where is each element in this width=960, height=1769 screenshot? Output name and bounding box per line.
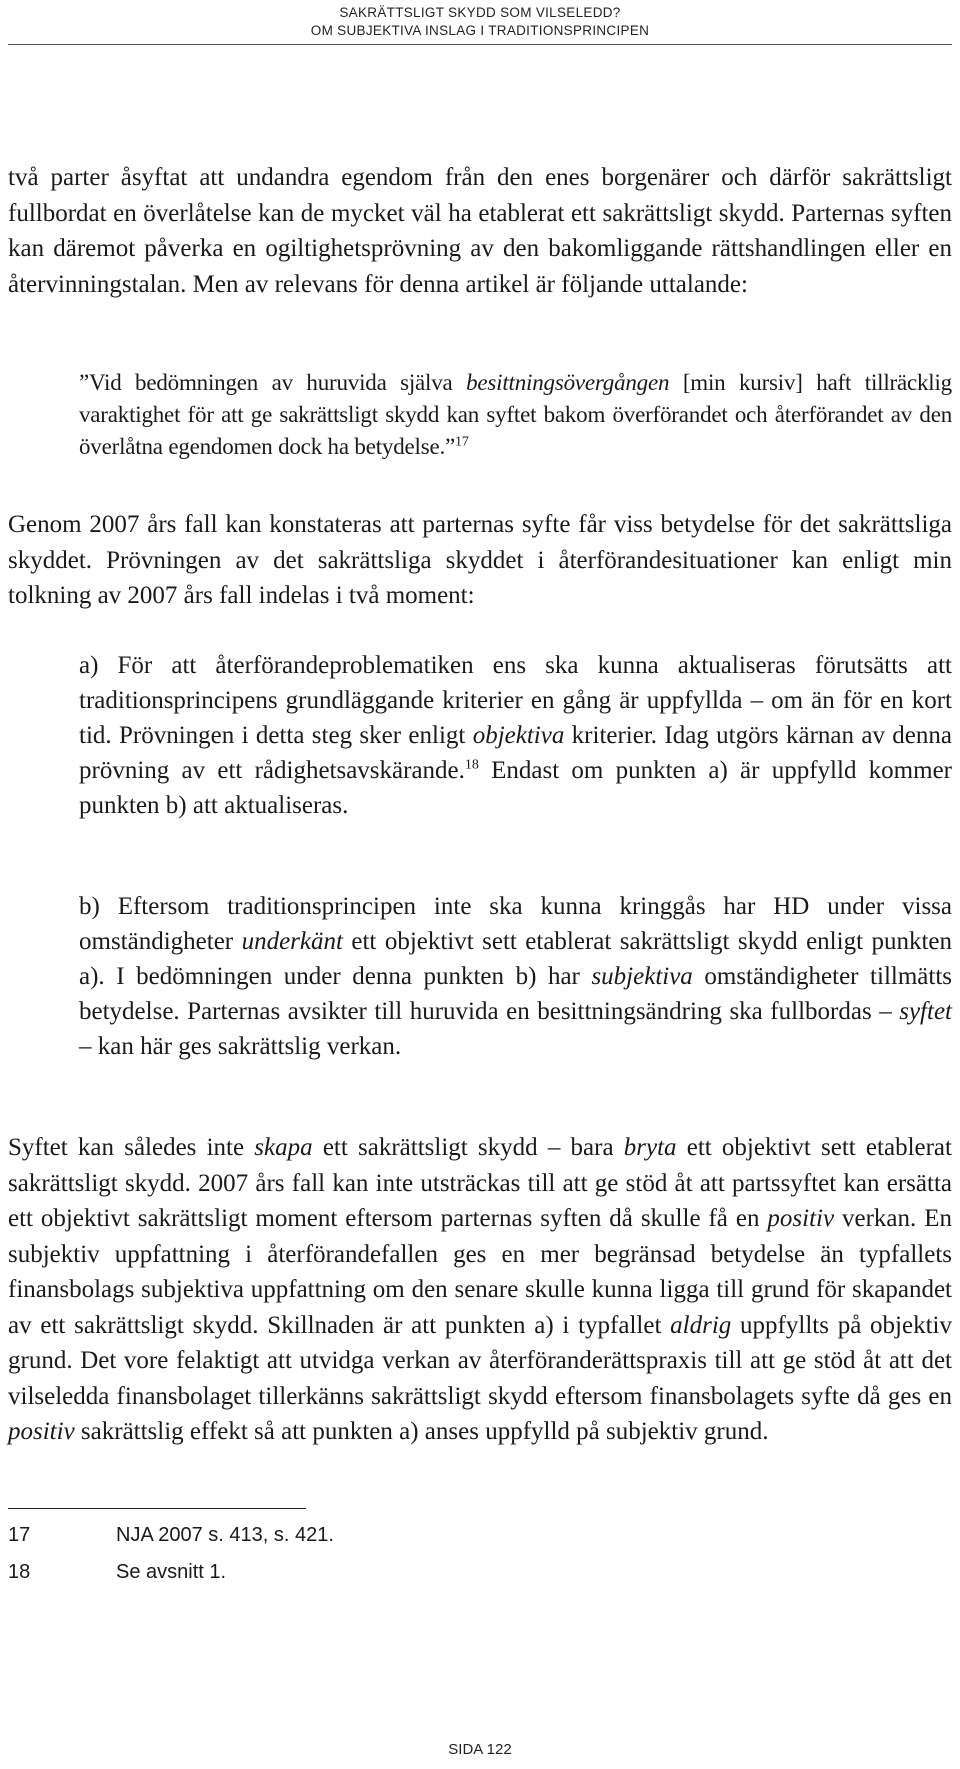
list-item-b bbox=[79, 889, 952, 1064]
body-paragraph-3 bbox=[8, 1130, 952, 1450]
body-paragraph-2: Genom 2007 års fall kan konstateras att parternas syfte får viss betydelse för det sakrättsliga skyddet. Prövningen av det sakrättsliga skyddet i återförandesituationer kan enligt min tolkning av 2007 års fall indelas i två moment: bbox=[8, 511, 952, 609]
paragraph-italic: positiv bbox=[767, 1205, 835, 1232]
paragraph-text: Syftet kan således inte bbox=[8, 1134, 255, 1161]
page-number: SIDA 122 bbox=[448, 1741, 512, 1758]
footnote-number: 17 bbox=[8, 1524, 31, 1546]
quote-italic: besittningsövergången bbox=[466, 370, 670, 395]
footnote-text: NJA 2007 s. 413, s. 421. bbox=[116, 1524, 334, 1546]
paragraph-italic: skapa bbox=[254, 1134, 313, 1161]
footnote-number: 18 bbox=[8, 1561, 31, 1583]
paragraph-text: ett objektivt sett etablerat sakrättsligt skydd. 2007 års fall kan inte utsträckas till att ge stöd åt att partssyftet kan ersätta ett objektivt sakrättsligt moment eftersom parternas syften då skulle få en bbox=[8, 1134, 952, 1232]
item-text: Endast om punkten a) är uppfylld kommer punkten b) att aktualiseras. bbox=[79, 757, 952, 819]
item-text: – kan här ges sakrättslig verkan. bbox=[79, 1033, 402, 1060]
item-text: ett objektivt sett etablerat sakrättsligt skydd enligt punkten a). I bedömningen under denna punkten b) har bbox=[79, 928, 952, 990]
paragraph-text: verkan. En subjektiv uppfattning i återförandefallen ges en mer begränsad betydelse än typfallets finansbolags subjektiva uppfattning om den senare skulle kunna ligga till grund för skapandet av ett sakrättsligt skydd. Skillnaden är att punkten a) i typfallet bbox=[8, 1205, 952, 1339]
footnote-text: Se avsnitt 1. bbox=[116, 1561, 227, 1583]
footnote-ref-18[interactable]: 18 bbox=[464, 757, 479, 773]
paragraph-text: sakrättslig effekt så att punkten a) anses uppfylld på subjektiv grund. bbox=[74, 1418, 769, 1445]
item-text: kriterier. Idag utgörs kärnan av denna prövning av ett rådighetsavskärande. bbox=[79, 722, 952, 784]
list-item-a bbox=[79, 648, 952, 823]
block-quote bbox=[79, 367, 952, 463]
item-italic: underkänt bbox=[241, 928, 343, 955]
paragraph-text: uppfyllts på objektiv grund. Det vore felaktigt att utvidga verkan av återföranderättspraxis till att ge stöd åt att det vilseledda finansbolaget tillerkänns sakrättsligt skydd eftersom finansbolagets syfte då ges en bbox=[8, 1311, 952, 1410]
footnote-ref-17[interactable]: 17 bbox=[455, 434, 469, 450]
body-paragraph-1: två parter åsyftat att undandra egendom från den enes borgenärer och därför sakrättsligt fullbordat en överlåtelse kan de mycket väl ha etablerat ett sakrättsligt skydd. Parternas syften kan däremot påverka en ogiltighetsprövning av den bakomliggande rättshandlingen eller en återvinningstalan. Men av relevans för denna artikel är följande uttalande: bbox=[8, 164, 952, 298]
running-header bbox=[0, 4, 960, 40]
quote-text: [min kursiv] haft tillräcklig varaktighet för att ge sakrättsligt skydd kan syftet bakom överförandet och återförandet av den överlåtna egendomen dock ha betydelse.” bbox=[79, 370, 952, 459]
footnote-18 bbox=[8, 1557, 952, 1587]
item-text: b) Eftersom traditionsprincipen inte ska kunna kringgås har HD under vissa omständigheter bbox=[79, 893, 952, 955]
paragraph-italic: bryta bbox=[623, 1134, 677, 1161]
paragraph-italic: positiv bbox=[8, 1418, 75, 1445]
paragraph-text: ett sakrättsligt skydd – bara bbox=[312, 1134, 624, 1161]
footnote-17 bbox=[8, 1520, 952, 1550]
item-italic: syftet bbox=[899, 998, 952, 1025]
header-rule bbox=[8, 44, 952, 45]
running-header-subtitle: OM SUBJEKTIVA INSLAG I TRADITIONSPRINCIPEN bbox=[310, 23, 650, 38]
quote-text: ”Vid bedömningen av huruvida själva bbox=[79, 370, 467, 395]
item-text: a) För att återförandeproblematiken ens ska kunna aktualiseras förutsätts att traditionsprincipens grundläggande kriterier en gång är uppfyllda – om än för en kort tid. Prövningen i detta steg sker enligt bbox=[79, 652, 952, 749]
item-text: omständigheter tillmätts betydelse. Parternas avsikter till huruvida en besittningsändring ska fullbordas – bbox=[79, 963, 952, 1025]
paragraph-italic: aldrig bbox=[670, 1311, 732, 1339]
footnote-rule bbox=[8, 1508, 306, 1509]
item-italic: objektiva bbox=[472, 722, 565, 749]
item-italic: subjektiva bbox=[591, 963, 693, 990]
running-header-title: SAKRÄTTSLIGT SKYDD SOM VILSELEDD? bbox=[339, 5, 621, 20]
